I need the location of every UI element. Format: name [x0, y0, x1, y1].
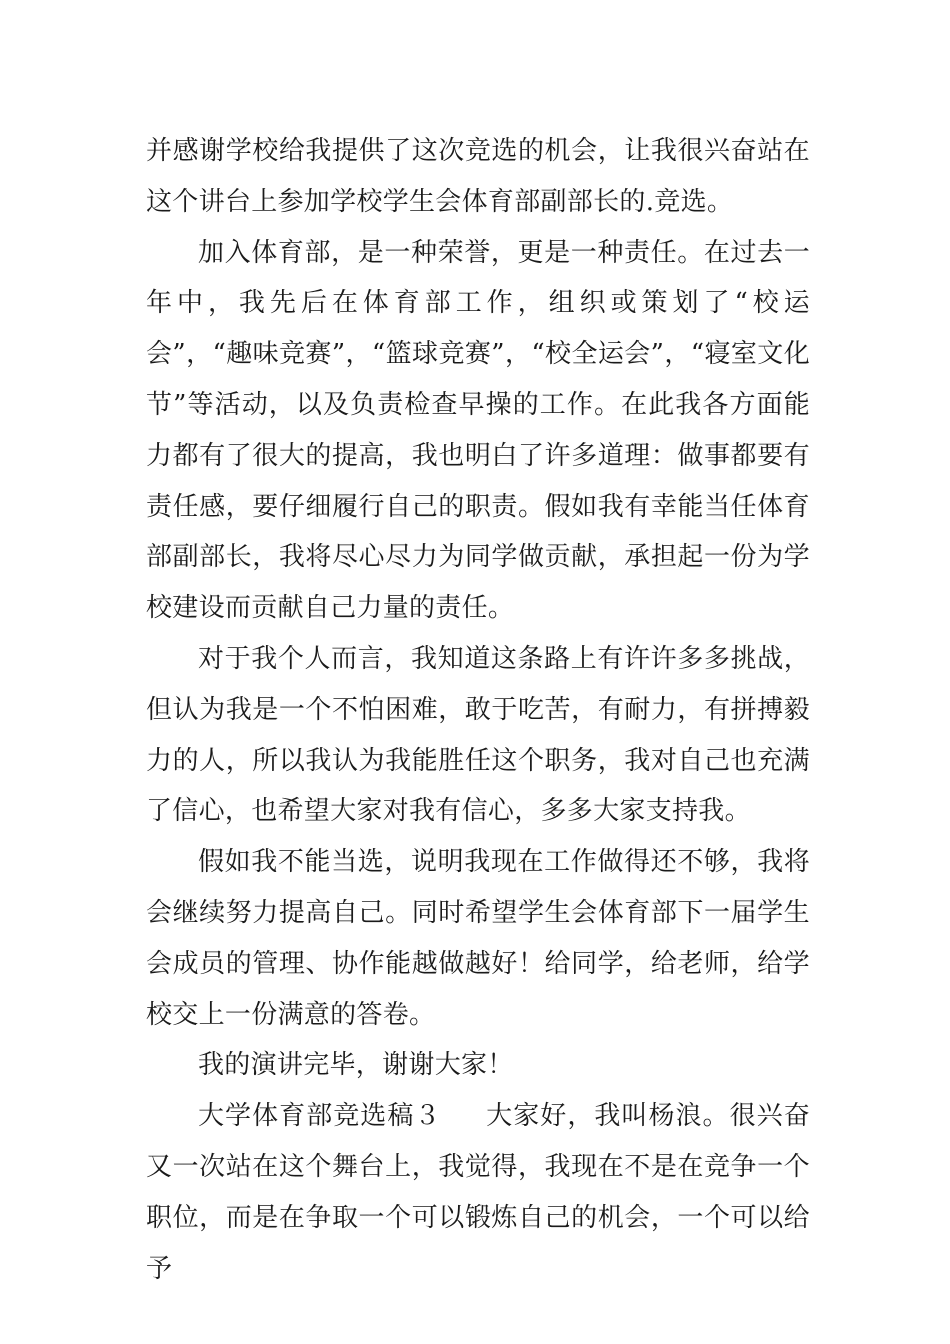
paragraph-6 — [146, 1091, 810, 1294]
document-body — [146, 126, 810, 1294]
paragraph-5: 我的演讲完毕，谢谢大家！ — [198, 1050, 514, 1081]
paragraph-4: 假如我不能当选，说明我现在工作做得还不够，我将会继续努力提高自己。同时希望学生会体育部下一届学生会成员的管理、协作能越做越好！给同学，给老师，给学校交上一份满意的答卷。 — [146, 847, 810, 1030]
paragraph-1: 并感谢学校给我提供了这次竞选的机会，让我很兴奋站在这个讲台上参加学校学生会体育部副部长的.竞选。 — [146, 136, 810, 217]
paragraph-3: 对于我个人而言，我知道这条路上有许许多多挑战，但认为我是一个不怕困难，敢于吃苦，有耐力，有拼搏毅力的人，所以我认为我能胜任这个职务，我对自己也充满了信心，也希望大家对我有信心，多多大家支持我。 — [146, 643, 810, 827]
section-intro-text: 大家好，我叫杨浪。很兴奋又一次站在这个舞台上，我觉得，我现在不是在竞争一个职位，而是在争取一个可以锻炼自己的机会，一个可以给予 — [146, 1101, 811, 1284]
paragraph-2: 加入体育部，是一种荣誉，更是一种责任。在过去一年中，我先后在体育部工作，组织或策划了“校运会”，“趣味竞赛”，“篮球竞赛”，“校全运会”，“寝室文化节”等活动，以及负责检查早操的工作。在此我各方面能力都有了很大的提高，我也明白了许多道理：做事都要有责任感，要仔细履行自己的职责。假如我有幸能当任体育部副部长，我将尽心尽力为同学做贡献，承担起一份为学校建设而贡献自己力量的责任。 — [146, 237, 810, 624]
section-heading: 大学体育部竞选稿３ — [198, 1101, 442, 1132]
